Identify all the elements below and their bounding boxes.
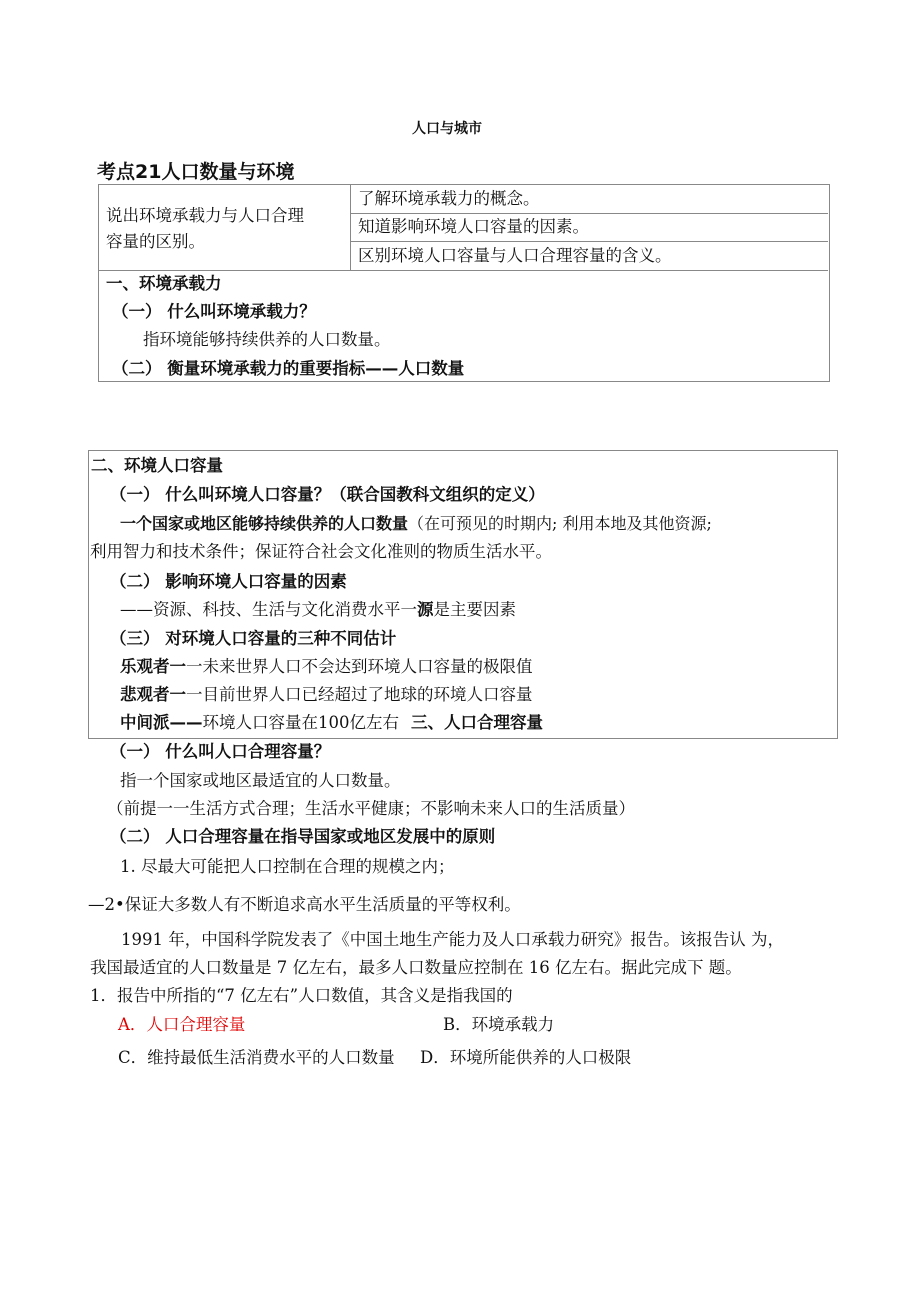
section1-a1: 指环境能够持续供养的人口数量。	[143, 330, 391, 349]
a2-bold: 源	[417, 600, 434, 619]
view-label: 中间派——	[120, 713, 203, 732]
objective-3: 区别环境人口容量与人口合理容量的含义。	[358, 246, 672, 265]
objective-2: 知道影响环境人口容量的因素。	[358, 217, 589, 236]
view-text: 环境人口容量在100亿左右	[202, 713, 399, 732]
section3-q2: （二） 人口合理容量在指导国家或地区发展中的原则	[110, 827, 496, 846]
exercise-intro-line1: 1991 年，中国科学院发表了《中国土地生产能力及人口承载力研究》报告。该报告认 为，	[121, 930, 784, 949]
objective-1: 了解环境承载力的概念。	[358, 189, 540, 208]
view-optimist	[120, 657, 533, 677]
section2-a1-line2: 利用智力和技术条件；保证符合社会文化准则的物质生活水平。	[90, 542, 552, 561]
view-text: 一未来世界人口不会达到环境人口容量的极限值	[186, 657, 533, 676]
section2-q2: （二） 影响环境人口容量的因素	[110, 572, 347, 591]
question-1: 1．报告中所指的“7 亿左右”人口数值，其含义是指我国的	[90, 986, 513, 1005]
exercise-intro-line2: 我国最适宜的人口数量是 7 亿左右，最多人口数量应控制在 16 亿左右。据此完成下 题。	[90, 958, 742, 977]
section3-heading: 三、人口合理容量	[411, 713, 543, 732]
section3-q1: （一） 什么叫人口合理容量？	[110, 742, 331, 761]
view-middle	[120, 713, 543, 733]
view-pessimist	[120, 685, 533, 705]
section2-q1: （一） 什么叫环境人口容量？（联合国教科文组织的定义）	[110, 485, 545, 504]
objective-left-line2: 容量的区别。	[106, 232, 205, 251]
principle-2: —2•保证大多数人有不断追求高水平生活质量的平等权利。	[88, 895, 521, 914]
section1-heading: 一、环境承载力	[106, 274, 222, 293]
option-d: D．环境所能供养的人口极限	[420, 1048, 632, 1067]
section2-heading: 二、环境人口容量	[91, 456, 223, 475]
section2-a1	[120, 514, 712, 534]
section3-a1: 指一个国家或地区最适宜的人口数量。	[120, 771, 401, 790]
view-label: 乐观者一	[120, 657, 186, 676]
section2-a1-bold: 一个国家或地区能够持续供养的人口数量	[120, 514, 409, 533]
section1-q1: （一） 什么叫环境承载力？	[112, 302, 316, 321]
section2-q3: （三） 对环境人口容量的三种不同估计	[110, 629, 397, 648]
view-label: 悲观者一	[120, 685, 186, 704]
option-b: B．环境承载力	[443, 1015, 555, 1034]
a2-pre: ——资源、科技、生活与文化消费水平一	[120, 600, 417, 619]
section2-a1-rest: （在可预见的时期内; 利用本地及其他资源;	[408, 514, 712, 533]
objective-left-line1: 说出环境承载力与人口合理	[106, 206, 304, 225]
section2-a2	[120, 600, 516, 620]
option-c: C．维持最低生活消费水平的人口数量	[118, 1048, 395, 1067]
section-heading: 考点21人口数量与环境	[97, 161, 295, 183]
view-text: 一目前世界人口已经超过了地球的环境人口容量	[186, 685, 533, 704]
section1-q2: （二） 衡量环境承载力的重要指标——人口数量	[112, 359, 465, 378]
section3-a1-note: （前提一一生活方式合理；生活水平健康；不影响未来人口的生活质量）	[107, 799, 635, 818]
a2-post: 是主要因素	[433, 600, 516, 619]
principle-1: 1. 尽最大可能把人口控制在合理的规模之内；	[120, 857, 455, 876]
document-title: 人口与城市	[412, 121, 482, 137]
option-a: A．人口合理容量	[118, 1015, 246, 1034]
